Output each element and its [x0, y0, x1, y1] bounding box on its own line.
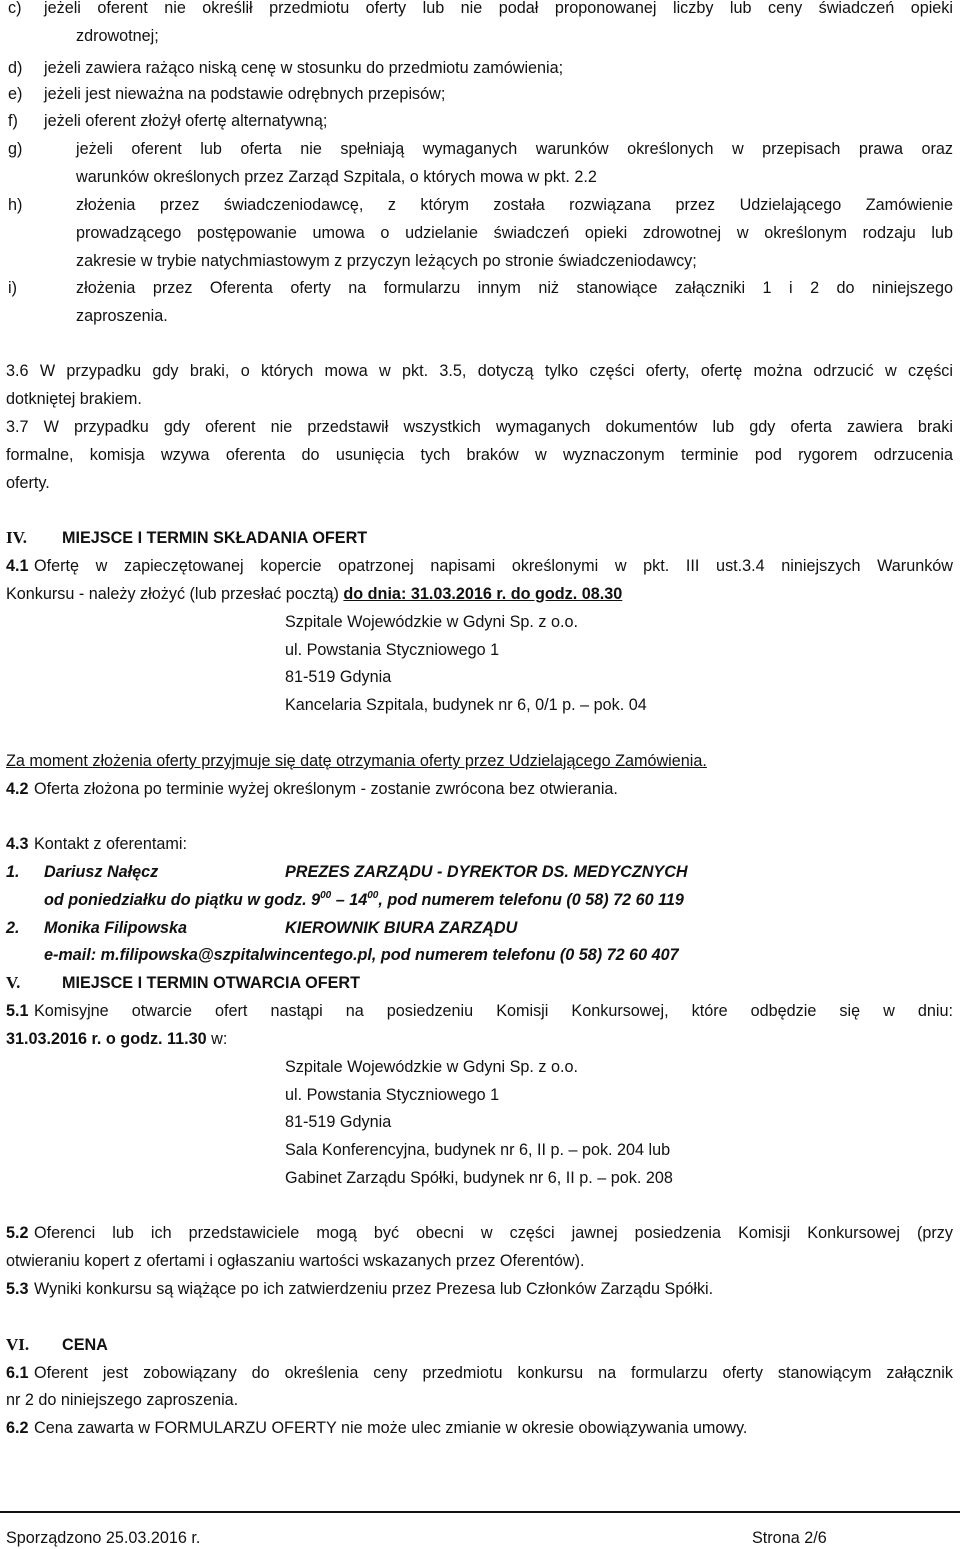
list-label: f) — [8, 112, 18, 130]
list-label: c) — [8, 0, 22, 17]
submission-notice: Za moment złożenia oferty przyjmuje się datę otrzymania oferty przez Udzielającego Zamówienia. — [6, 752, 707, 770]
footer-page-number: Strona 2/6 — [752, 1529, 827, 1547]
section-vi-number: VI. — [6, 1335, 30, 1354]
footer-divider — [0, 1511, 960, 1513]
superscript: 00 — [320, 890, 332, 901]
contact-hours: – 14 — [331, 891, 368, 909]
paragraph-5-1-cont — [6, 1029, 227, 1049]
list-label: h) — [8, 196, 23, 214]
list-line: jeżeli oferent złożył ofertę alternatywną; — [44, 112, 328, 130]
address-line: 81-519 Gdynia — [285, 668, 392, 686]
paragraph-4-2: Oferta złożona po terminie wyżej określonym - zostanie zwrócona bez otwierania. — [34, 780, 618, 798]
paragraph-number: 6.2 — [6, 1419, 29, 1437]
superscript: 00 — [367, 890, 379, 901]
footer-date: Sporządzono 25.03.2016 r. — [6, 1529, 201, 1547]
paragraph-6-2: Cena zawarta w FORMULARZU OFERTY nie może ulec zmianie w okresie obowiązywania umowy. — [34, 1419, 748, 1437]
list-line: prowadzącego postępowanie umowa o udzielanie świadczeń opieki zdrowotnej w określonym rodzaju lub — [76, 224, 953, 242]
deadline: do dnia: 31.03.2016 r. do godz. 08.30 — [343, 585, 623, 603]
list-label: e) — [8, 85, 23, 103]
paragraph-number: 4.2 — [6, 780, 29, 798]
address-line: 81-519 Gdynia — [285, 1113, 392, 1131]
address-line: Kancelaria Szpitala, budynek nr 6, 0/1 p. – pok. 04 — [285, 696, 647, 714]
contact-hours: od poniedziałku do piątku w godz. 9 — [44, 891, 321, 909]
section-iv-title: MIEJSCE I TERMIN SKŁADANIA OFERT — [62, 529, 368, 547]
list-line: zaproszenia. — [76, 307, 168, 325]
paragraph-number: 6.1 — [6, 1364, 29, 1382]
contact-detail: e-mail: m.filipowska@szpitalwincentego.pl, pod numerem telefonu (0 58) 72 60 407 — [44, 946, 679, 964]
section-v-number: V. — [6, 973, 21, 992]
paragraph-4-1-cont — [6, 584, 622, 604]
list-line: złożenia przez Oferenta oferty na formularzu innym niż stanowiące załączniki 1 i 2 do niniejszego — [76, 279, 953, 297]
list-line: jeżeli oferent lub oferta nie spełniają wymaganych warunków określonych w przepisach prawa oraz — [76, 140, 953, 158]
address-line: ul. Powstania Styczniowego 1 — [285, 1086, 500, 1104]
paragraph-number: 5.2 — [6, 1224, 29, 1242]
paragraph-3-7: 3.7 W przypadku gdy oferent nie przedstawił wszystkich wymaganych dokumentów lub gdy oferta zawiera braki — [6, 418, 953, 436]
paragraph-number: 5.3 — [6, 1280, 29, 1298]
paragraph-4-1: Ofertę w zapieczętowanej kopercie opatrzonej napisami określonymi w pkt. III ust.3.4 niniejszych Warunków — [34, 557, 953, 575]
contact-name: Monika Filipowska — [44, 919, 188, 937]
address-line: Szpitale Wojewódzkie w Gdyni Sp. z o.o. — [285, 1058, 579, 1076]
list-line: zdrowotnej; — [76, 27, 159, 45]
list-line: jeżeli jest nieważna na podstawie odrębnych przepisów; — [44, 85, 446, 103]
paragraph-3-7-cont: formalne, komisja wzywa oferenta do usunięcia tych braków w wyznaczonym terminie pod rygorem odrzucenia — [6, 446, 953, 464]
list-line: złożenia przez świadczeniodawcę, z którym została rozwiązana przez Udzielającego Zamówienie — [76, 196, 953, 214]
section-iv-number: IV. — [6, 528, 27, 547]
paragraph-5-3: Wyniki konkursu są wiążące po ich zatwierdzeniu przez Prezesa lub Członków Zarządu Spółki. — [34, 1280, 714, 1298]
section-vi-title: CENA — [62, 1336, 108, 1354]
list-line: warunków określonych przez Zarząd Szpitala, o których mowa w pkt. 2.2 — [76, 168, 597, 186]
address-line: ul. Powstania Styczniowego 1 — [285, 641, 500, 659]
paragraph-5-2: Oferenci lub ich przedstawiciele mogą być obecni w części jawnej posiedzenia Komisji Konkursowej (przy — [34, 1224, 953, 1242]
list-line: zakresie w trybie natychmiastowym z przyczyn leżących po stronie świadczeniodawcy; — [76, 252, 697, 270]
paragraph-4-3: Kontakt z oferentami: — [34, 835, 187, 853]
contact-role: PREZES ZARZĄDU - DYREKTOR DS. MEDYCZNYCH — [285, 863, 688, 881]
paragraph-5-1: Komisyjne otwarcie ofert nastąpi na posiedzeniu Komisji Konkursowej, które odbędzie się w dniu: — [34, 1002, 953, 1020]
paragraph-3-6: 3.6 W przypadku gdy braki, o których mowa w pkt. 3.5, dotyczą tylko części oferty, ofertę można odrzucić w części — [6, 362, 953, 380]
paragraph-number: 4.1 — [6, 557, 29, 575]
paragraph-text: w: — [206, 1030, 228, 1048]
list-label: i) — [8, 279, 17, 297]
address-line: Sala Konferencyjna, budynek nr 6, II p. – pok. 204 lub — [285, 1141, 671, 1159]
contact-number: 2. — [6, 919, 20, 937]
section-v-title: MIEJSCE I TERMIN OTWARCIA OFERT — [62, 974, 360, 992]
opening-date: 31.03.2016 r. o godz. 11.30 — [6, 1030, 207, 1048]
contact-number: 1. — [6, 863, 20, 881]
list-line: jeżeli oferent nie określił przedmiotu oferty lub nie podał proponowanej liczby lub ceny świadczeń opieki — [44, 0, 953, 17]
contact-role: KIEROWNIK BIURA ZARZĄDU — [285, 919, 518, 937]
address-line: Szpitale Wojewódzkie w Gdyni Sp. z o.o. — [285, 613, 579, 631]
paragraph-number: 4.3 — [6, 835, 29, 853]
contact-phone: , pod numerem telefonu (0 58) 72 60 119 — [378, 891, 684, 909]
list-line: jeżeli zawiera rażąco niską cenę w stosunku do przedmiotu zamówienia; — [44, 59, 564, 77]
paragraph-6-1: Oferent jest zobowiązany do określenia ceny przedmiotu konkursu na formularzu oferty stanowiącym załącznik — [34, 1364, 953, 1382]
paragraph-3-6-cont: dotkniętej brakiem. — [6, 390, 142, 408]
address-line: Gabinet Zarządu Spółki, budynek nr 6, II p. – pok. 208 — [285, 1169, 673, 1187]
paragraph-5-2-cont: otwieraniu kopert z ofertami i ogłaszaniu wartości wskazanych przez Oferentów). — [6, 1252, 585, 1270]
paragraph-6-1-cont: nr 2 do niniejszego zaproszenia. — [6, 1391, 239, 1409]
paragraph-3-7-end: oferty. — [6, 474, 50, 492]
paragraph-text: Konkursu - należy złożyć (lub przesłać pocztą) — [6, 585, 344, 603]
list-label: g) — [8, 140, 23, 158]
paragraph-number: 5.1 — [6, 1002, 29, 1020]
contact-name: Dariusz Nałęcz — [44, 863, 159, 881]
list-label: d) — [8, 59, 23, 77]
contact-detail — [44, 890, 684, 910]
